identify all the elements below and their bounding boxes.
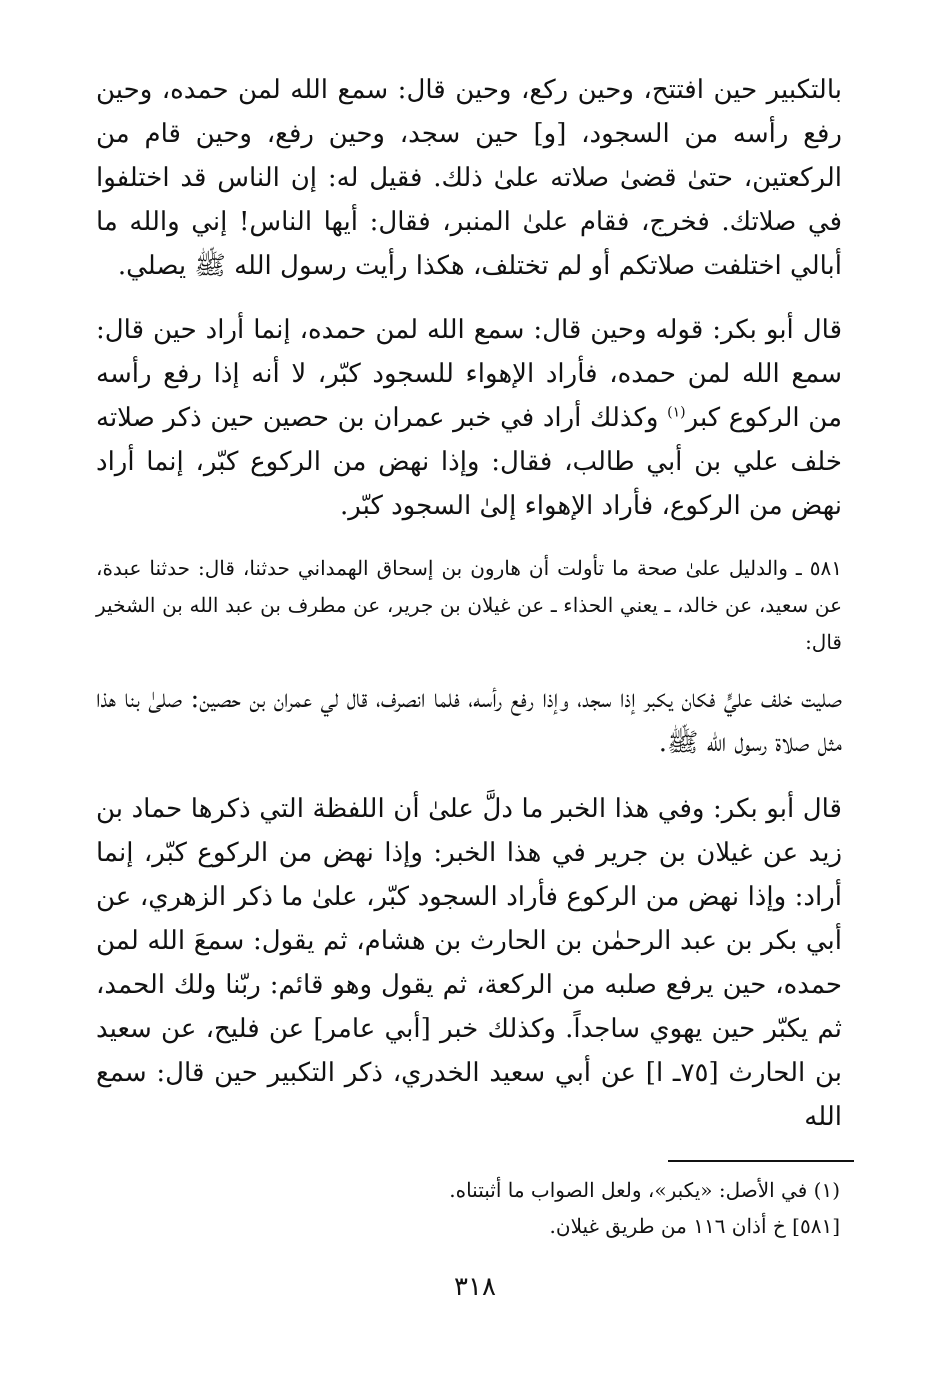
paragraph-abu-bakr-commentary [96,308,842,528]
hadith-matn: صليت خلف عليٍّ فكان يكبر إذا سجد، وإذا رفع رأسه، فلما انصرف، قال لي عمران بن حصين: صلىٰ بنا هذا مثل صلاة رسول الله ﷺ. [96,684,842,758]
footnote-581: [٥٨١] خ أذان ١١٦ من طريق غيلان. [549,1214,840,1238]
paragraph-text-part-1: قال أبو بكر: قوله وحين قال: سمع الله لمن حمده، إنما أراد حين قال: سمع الله لمن حمده، فأراد الإهواء للسجود كبّر، لا أنه إذا رفع رأسه من الركوع كبر [96,315,842,433]
footnote-marker: (١) [667,404,686,421]
main-text [96,68,842,1139]
paragraph-continuation: بالتكبير حين افتتح، وحين ركع، وحين قال: سمع الله لمن حمده، وحين رفع رأسه من السجود، [و] حين سجد، وحين رفع، وحين قام من الركعتين، حتىٰ قضىٰ صلاته علىٰ ذلك. فقيل له: إن الناس قد اختلفوا في صلاتك. فخرج، فقام علىٰ المنبر، فقال: أيها الناس! إني والله ما أبالي اختلفت صلاتكم أو لم تختلف، هكذا رأيت رسول الله ﷺ يصلي. [96,75,842,281]
hadith-isnad-581: ٥٨١ ـ والدليل علىٰ صحة ما تأولت أن هارون بن إسحاق الهمداني حدثنا، قال: حدثنا عبدة، عن سعيد، عن خالد، ـ يعني الحذاء ـ عن غيلان بن جرير، عن مطرف بن عبد الله بن الشخير قال: [96,556,842,654]
footnote-divider [668,1160,854,1162]
paragraph-text-part-2: وكذلك أراد في خبر عمران بن حصين حين ذكر صلاته خلف علي بن أبي طالب، فقال: وإذا نهض من الركوع كبّر، إنما أراد نهض من الركوع، فأراد الإهواء إلىٰ السجود كبّر. [96,403,842,521]
footnotes [108,1172,840,1244]
page-number: ٣١٨ [454,1272,496,1302]
footnote-1: (١) في الأصل: «يكبر»، ولعل الصواب ما أثبتناه. [449,1178,840,1202]
paragraph-abu-bakr-explanation: قال أبو بكر: وفي هذا الخبر ما دلَّ علىٰ أن اللفظة التي ذكرها حماد بن زيد عن غيلان بن جرير في هذا الخبر: وإذا نهض من الركوع كبّر، إنما أراد: وإذا نهض من الركوع فأراد السجود كبّر، علىٰ ما ذكر الزهري، عن أبي بكر بن عبد الرحمٰن بن الحارث بن هشام، ثم يقول: سمعَ الله لمن حمده، حين يرفع صلبه من الركعة، ثم يقول وهو قائم: ربّنا ولك الحمد، ثم يكبّر حين يهوي ساجداً. وكذلك خبر [أبي عامر] عن فليح، عن سعيد بن الحارث [٧٥ـ ا] عن أبي سعيد الخدري، ذكر التكبير حين قال: سمع الله [96,794,842,1132]
